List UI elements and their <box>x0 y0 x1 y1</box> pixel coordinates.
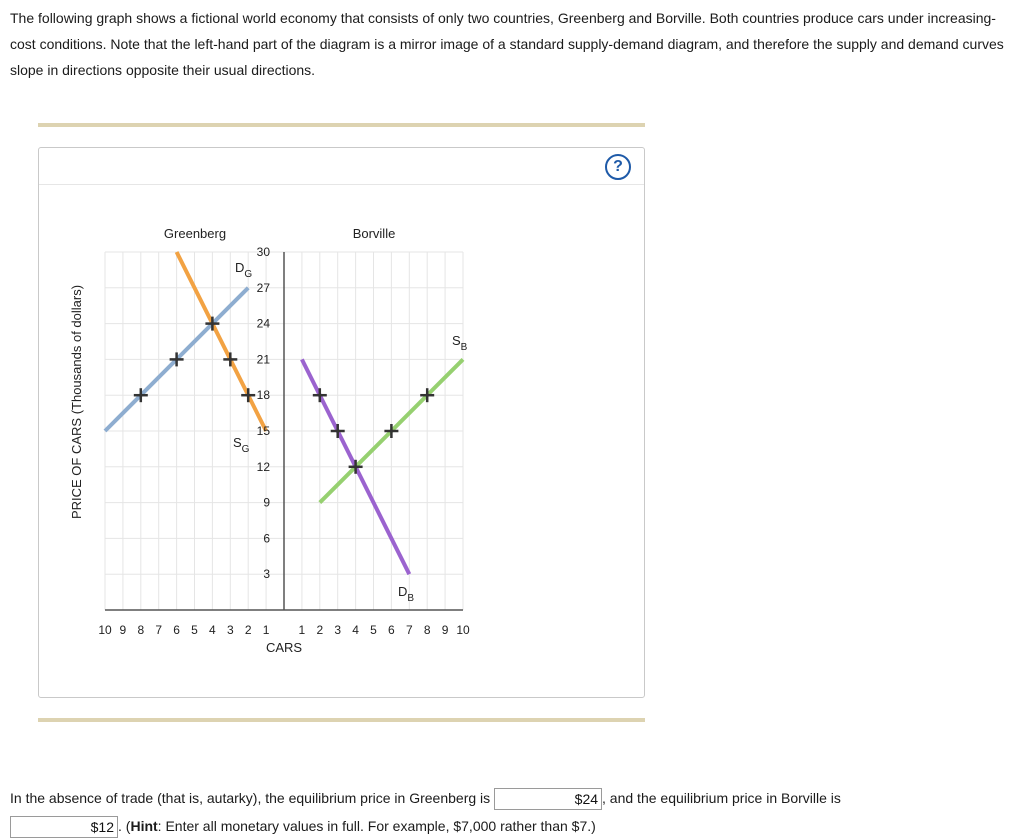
question-part1: In the absence of trade (that is, autarky), the equilibrium price in Greenberg is <box>10 790 491 806</box>
y-tick-label: 18 <box>256 388 270 403</box>
x-tick-label-right: 3 <box>334 623 342 637</box>
question-part4: : Enter all monetary values in full. For example, $7,000 rather than $7.) <box>157 818 596 834</box>
x-tick-label-right: 7 <box>405 623 413 637</box>
graph-panel <box>38 147 645 698</box>
supply-demand-chart <box>39 148 644 697</box>
x-tick-label-left: 7 <box>155 623 163 637</box>
x-tick-label-left: 10 <box>98 623 112 637</box>
point-marker <box>241 388 255 402</box>
x-tick-label-left: 9 <box>119 623 127 637</box>
chart-labels <box>69 226 470 655</box>
x-tick-label-right: 5 <box>370 623 377 637</box>
greenberg-supply-label: $S_G$ <box>233 435 250 455</box>
x-tick-label-right: 4 <box>352 623 359 637</box>
question-part3: . ( <box>118 818 131 834</box>
top-divider <box>38 123 645 127</box>
question-part2: , and the equilibrium price in Borville is <box>602 790 841 806</box>
x-tick-label-right: 10 <box>456 623 470 637</box>
hint-label: Hint <box>130 818 158 834</box>
y-tick-label: 30 <box>256 245 270 259</box>
x-tick-label-right: 9 <box>441 623 449 637</box>
y-tick-label: 3 <box>263 567 270 582</box>
bottom-divider <box>38 718 645 722</box>
y-tick-label: 12 <box>256 459 270 474</box>
x-tick-label-right: 2 <box>316 623 324 637</box>
x-tick-label-left: 1 <box>262 623 270 637</box>
y-axis-label: PRICE OF CARS (Thousands of dollars) <box>69 284 84 520</box>
x-tick-label-left: 5 <box>191 623 198 637</box>
greenberg-demand-curve <box>177 252 267 431</box>
x-tick-label-left: 4 <box>209 623 216 637</box>
x-tick-label-right: 1 <box>298 623 306 637</box>
help-icon[interactable]: ? <box>605 154 631 180</box>
greenberg-demand-label: $D_G$ <box>235 260 253 280</box>
x-tick-label-right: 8 <box>423 623 431 637</box>
x-axis-label: CARS <box>265 640 303 655</box>
y-tick-label: 15 <box>256 424 270 438</box>
point-marker <box>223 352 237 366</box>
borville-title: Borville <box>352 226 396 241</box>
point-marker <box>331 424 345 438</box>
x-tick-label-right: 6 <box>388 623 395 637</box>
x-tick-label-left: 3 <box>226 623 234 637</box>
x-tick-label-left: 6 <box>173 623 180 637</box>
borville-supply-label: $S_B$ <box>452 333 468 353</box>
question-text <box>10 784 1020 840</box>
x-tick-label-left: 8 <box>137 623 145 637</box>
borville-demand-label: $D_B$ <box>398 584 415 604</box>
x-tick-label-left: 2 <box>244 623 252 637</box>
y-tick-label: 21 <box>256 352 270 367</box>
y-tick-label: 27 <box>256 280 270 295</box>
greenberg-title: Greenberg <box>163 226 227 241</box>
borville-price-input[interactable]: $12 <box>10 816 118 838</box>
intro-text: The following graph shows a fictional world economy that consists of only two countries, Greenberg and Borville. Both countries produce cars under increasing-cost conditions. Note that the left-hand part of the diagram is a mirror image of a standard supply-demand diagram, and therefore the supply and demand curves slope in directions opposite their usual directions. <box>10 10 1004 78</box>
greenberg-price-input[interactable]: $24 <box>494 788 602 810</box>
y-tick-label: 24 <box>256 316 270 331</box>
y-tick-label: 6 <box>263 531 270 546</box>
y-tick-label: 9 <box>263 495 270 510</box>
point-marker <box>313 388 327 402</box>
